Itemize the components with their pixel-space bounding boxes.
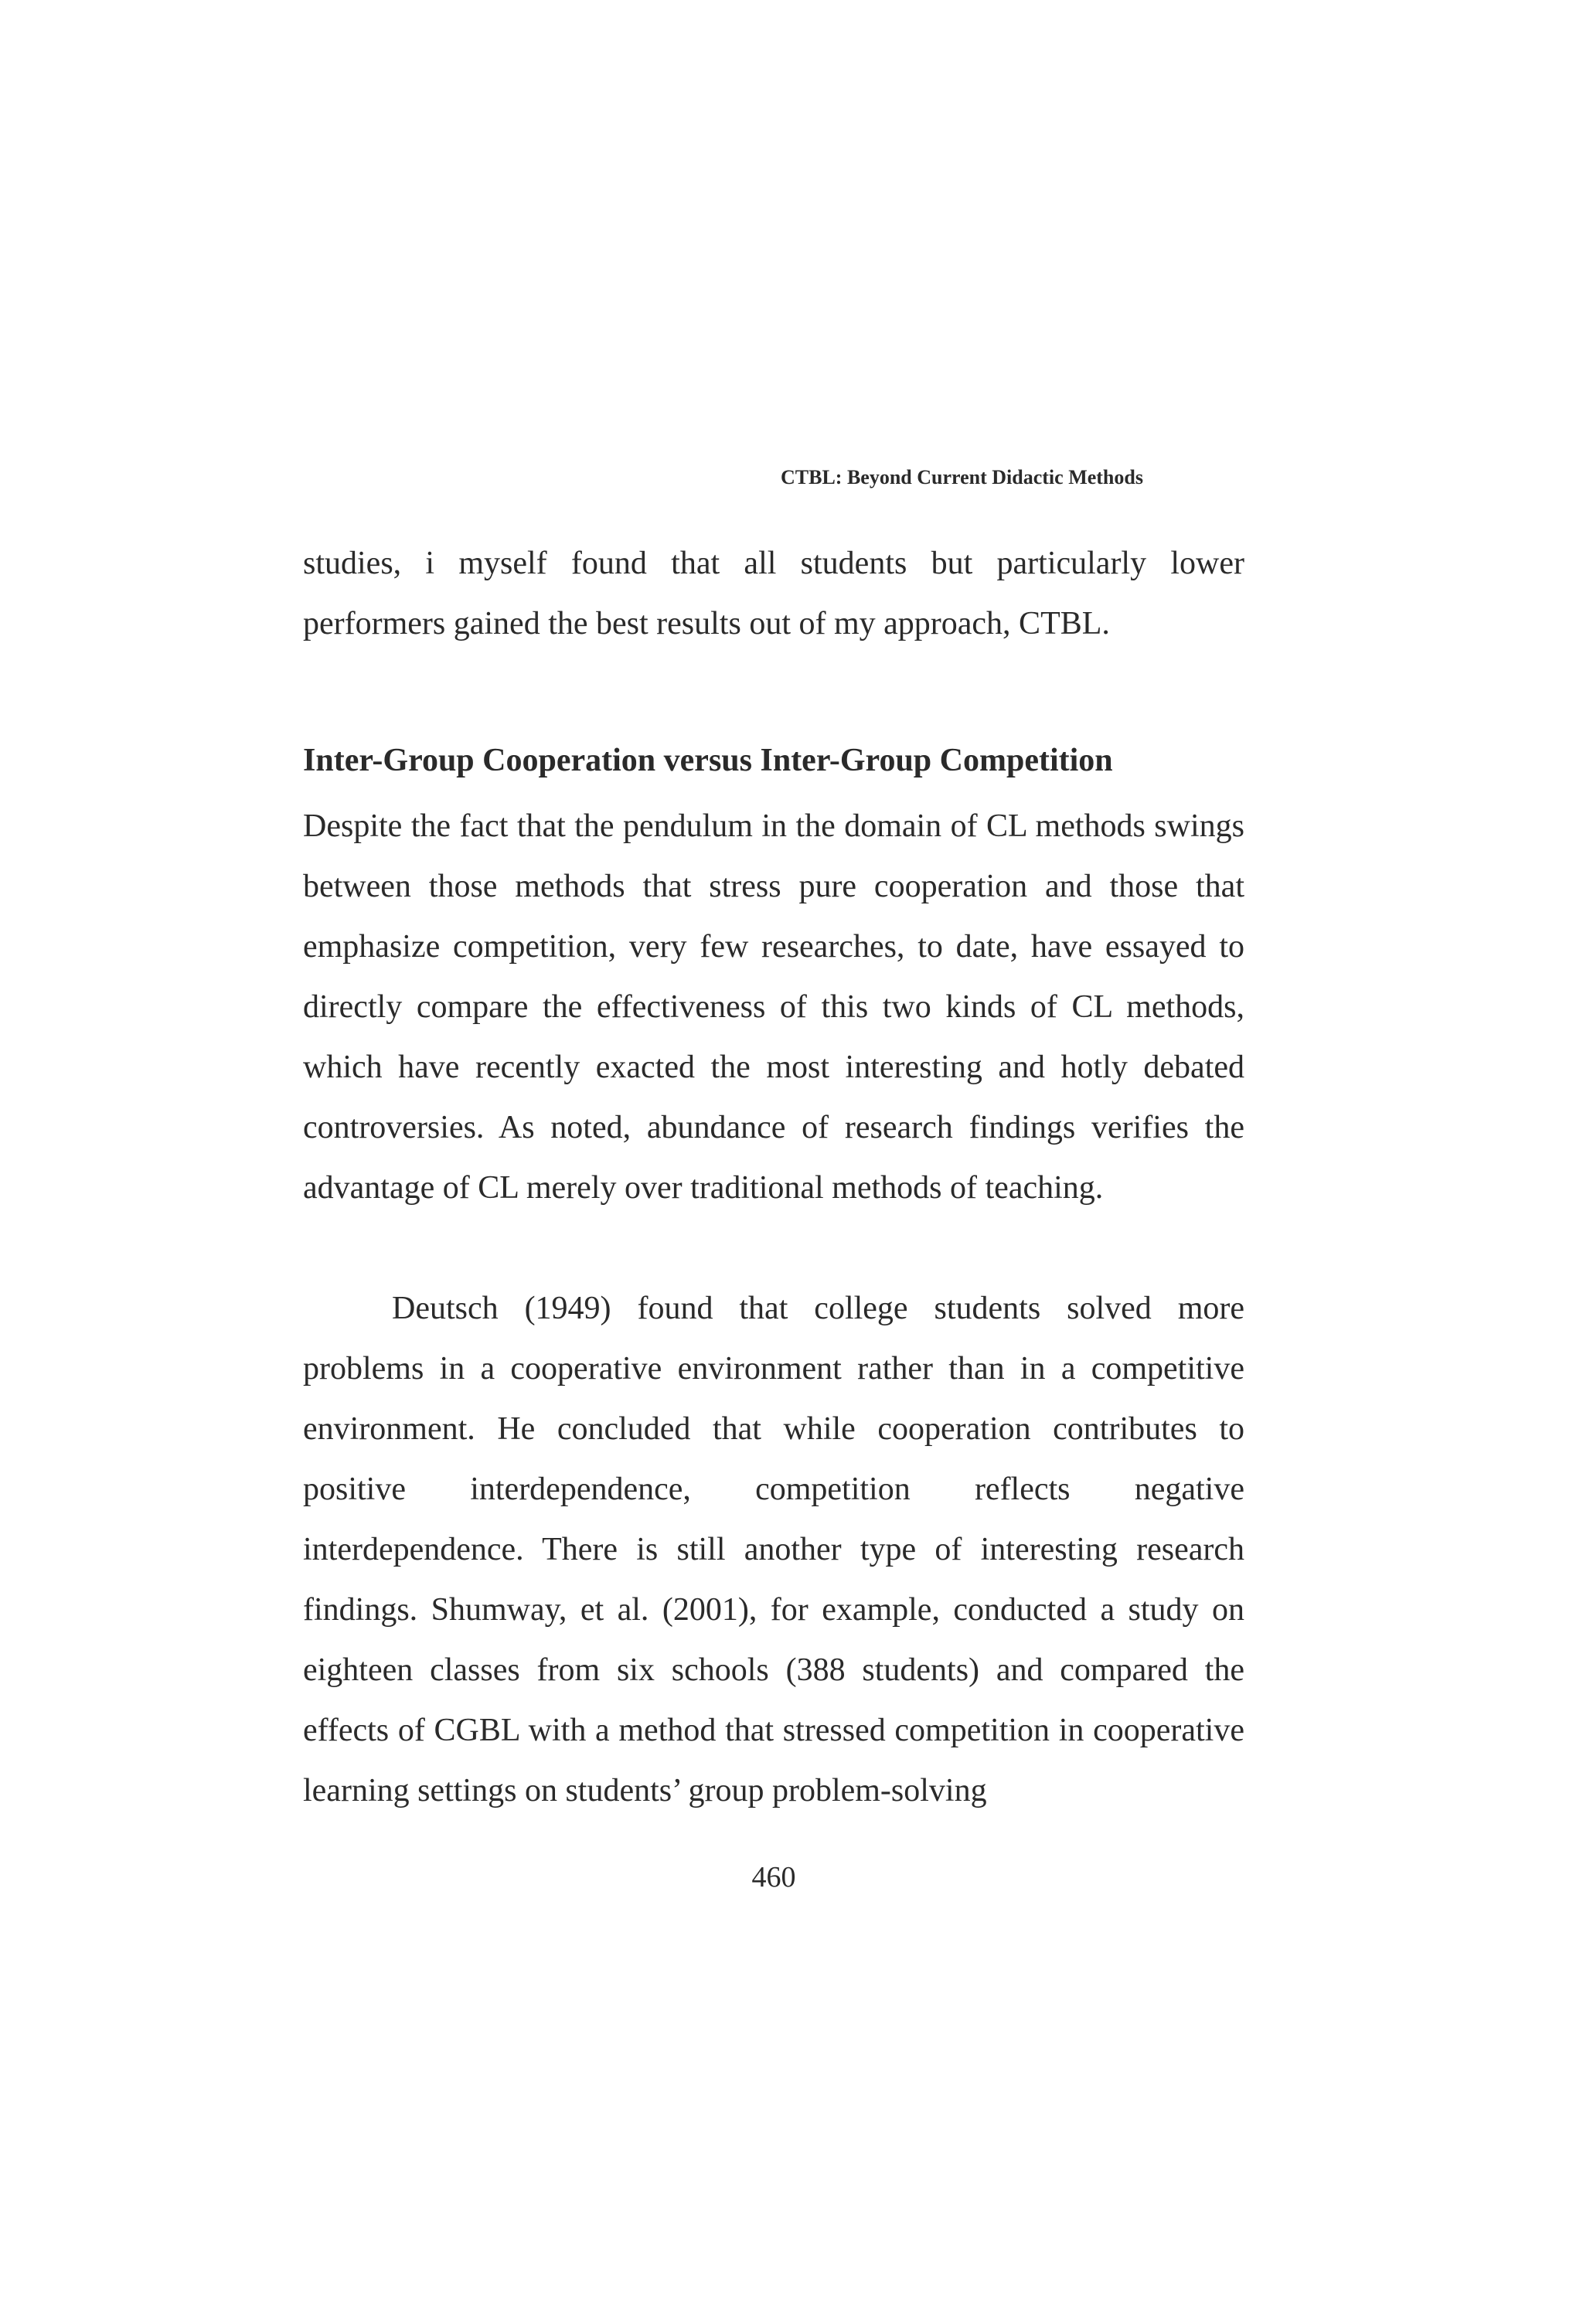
section-heading: Inter-Group Cooperation versus Inter-Group Competition (303, 743, 1113, 778)
continued-paragraph (303, 533, 1244, 654)
continued-paragraph-text: studies, i myself found that all students but particularly lower performers gained the best results out of my approach, CTBL. (303, 546, 1244, 641)
body-paragraph-1 (303, 796, 1244, 1218)
body-paragraph-2-text: Deutsch (1949) found that college students solved more problems in a cooperative environment rather than in a competitive environment. He concluded that while cooperation contributes to positive interdependence, competition reflects negative interdependence. There is still another type of interesting research findings. Shumway, et al. (2001), for example, conducted a study on eighteen classes from six schools (388 students) and compared the effects of CGBL with a method that stressed competition in cooperative learning settings on students’ group problem-solving (303, 1291, 1244, 1809)
page-number: 460 (751, 1861, 796, 1894)
body-paragraph-2 (303, 1278, 1244, 1821)
running-head-title: CTBL: Beyond Current Didactic Methods (781, 466, 1143, 488)
body-paragraph-1-text: Despite the fact that the pendulum in the domain of CL methods swings between those methods that stress pure cooperation and those that emphasize competition, very few researches, to date, have essayed to directly compare the effectiveness of this two kinds of CL methods, which have recently exacted the most interesting and hotly debated controversies. As noted, abundance of research findings verifies the advantage of CL merely over traditional methods of teaching. (303, 808, 1244, 1206)
